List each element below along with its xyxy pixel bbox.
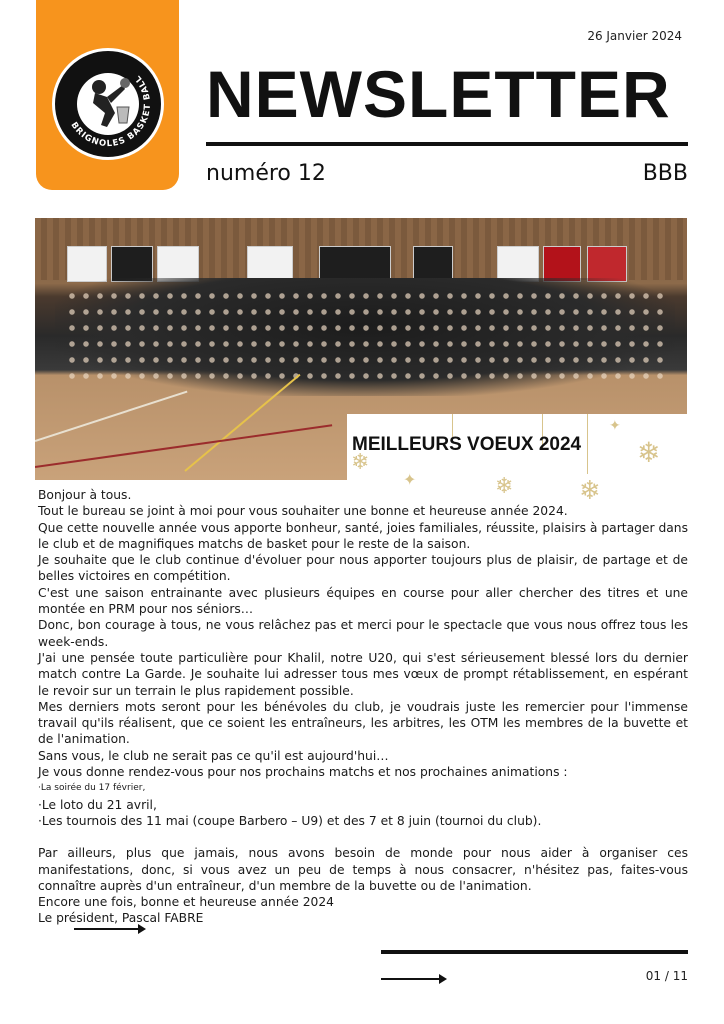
arrow-right-icon [381, 978, 445, 980]
club-logo [52, 48, 164, 160]
footer-divider [381, 950, 688, 954]
snowflake-icon: ✦ [403, 470, 417, 489]
spacer [38, 829, 688, 845]
paragraph: Je vous donne rendez-vous pour nos prochains matchs et nos prochaines animations : [38, 765, 568, 780]
sponsor-banner [111, 246, 153, 282]
basketball-player-icon [77, 73, 139, 135]
snowflake-icon: ❄ [579, 476, 601, 506]
paragraph: Je souhaite que le club continue d'évoluer pour nous apporter toujours plus de plaisir, de partage et de belles victoires en compétition. [38, 553, 688, 584]
court-line [35, 391, 187, 442]
paragraph: Que cette nouvelle année vous apporte bonheur, santé, joies familiales, réussite, plaisirs à partager dans le club et de magnifiques matchs de basket pour le reste de la saison. [38, 520, 688, 551]
court-line [35, 424, 332, 468]
paragraph: Sans vous, le club ne serait pas ce qu'il est aujourd'hui… [38, 748, 389, 763]
paragraph: C'est une saison entrainante avec plusieurs équipes en course pour aller chercher des titres et une montée en PRM pour nos séniors… [38, 585, 688, 617]
letter-body [38, 487, 688, 927]
sponsor-banner [67, 246, 107, 282]
issue-date: 26 Janvier 2024 [587, 29, 682, 43]
sponsor-banner [247, 246, 293, 282]
players-faces [65, 288, 665, 388]
paragraph: Mes derniers mots seront pour les bénévoles du club, je voudrais juste les remercier pour l'immense travail qu'ils réalisent, que ce soient les entraîneurs, les arbitres, les OTM les membres de la buvette et de l'animation. [38, 699, 688, 747]
issue-number: numéro 12 [206, 161, 326, 186]
club-abbreviation: BBB [642, 161, 688, 186]
header-divider [206, 142, 688, 146]
snowflake-icon: ❄ [351, 450, 370, 475]
event-item: ·Le loto du 21 avril, [38, 797, 157, 812]
snowflake-icon: ❄ [637, 436, 661, 469]
paragraph: Encore une fois, bonne et heureuse année 2024 [38, 895, 334, 910]
signature: Le président, Pascal FABRE [38, 911, 204, 926]
newsletter-title: NEWSLETTER [206, 57, 671, 131]
club-logo-panel [36, 0, 179, 190]
sponsor-banner [497, 246, 539, 282]
ornament-string [587, 414, 588, 474]
sponsor-banner [319, 246, 391, 282]
arrow-right-icon [74, 928, 144, 930]
paragraph: Par ailleurs, plus que jamais, nous avons besoin de monde pour nous aider à organiser ces manifestations, donc, si vous avez un peu de temps à nous consacrer, n'hésitez pas, faites-vous connaître auprès d'un entraîneur, d'un membre de la buvette ou de l'animation. [38, 846, 688, 893]
wishes-title: MEILLEURS VOEUX 2024 [352, 434, 582, 455]
sponsor-banner [413, 246, 453, 282]
event-item: ·Les tournois des 11 mai (coupe Barbero – U9) et des 7 et 8 juin (tournoi du club). [38, 813, 542, 828]
sponsor-banner [543, 246, 581, 282]
sponsor-banner [587, 246, 627, 282]
page-number: 01 / 11 [645, 969, 688, 983]
snowflake-icon: ❄ [495, 474, 514, 499]
paragraph: J'ai une pensée toute particulière pour Khalil, notre U20, qui s'est sérieusement blessé lors du dernier match contre La Garde. Je souhaite lui adresser tous mes vœux de prompt rétablissement, en espérant le revoir sur un terrain le plus rapidement possible. [38, 650, 688, 698]
paragraph: Donc, bon courage à tous, ne vous relâchez pas et merci pour le spectacle que vous nous offrez tous les week-ends. [38, 618, 688, 649]
paragraph: Tout le bureau se joint à moi pour vous souhaiter une bonne et heureuse année 2024. [38, 504, 568, 519]
snowflake-icon: ✦ [609, 418, 621, 434]
event-item: ·La soirée du 17 février, [38, 783, 146, 794]
logo-text: BRIGNOLES BASKET BALL [68, 72, 154, 150]
paragraph: Bonjour à tous. [38, 488, 132, 502]
sponsor-banner [157, 246, 199, 282]
